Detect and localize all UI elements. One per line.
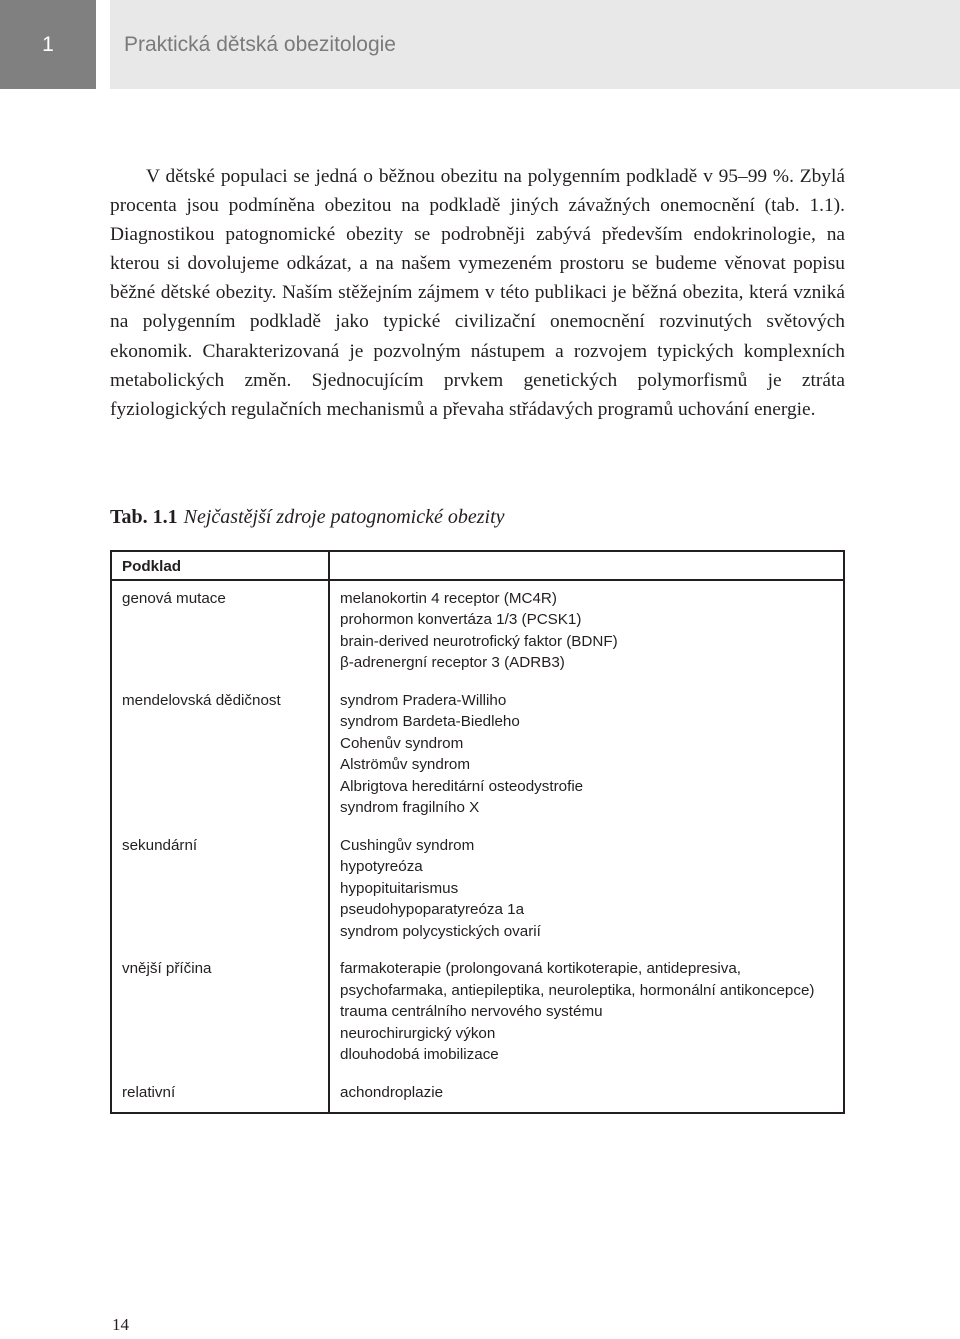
table-row [111,683,844,828]
cause-item: farmakoterapie (prolongovaná kortikoterapie, antidepresiva, psychofarmaka, antiepileptika, neuroleptika, hormonální antikoncepce) [340,960,815,999]
cause-item: brain-derived neurotrofický faktor (BDNF) [340,632,618,650]
causes-cell [329,1075,844,1114]
causes-cell [329,951,844,1075]
chapter-number: 1 [0,0,96,89]
basis-cell: relativní [111,1075,329,1114]
column-header-causes [329,551,844,580]
chapter-title: Praktická dětská obezitologie [110,0,960,89]
table-label: Tab. 1.1 [110,506,178,528]
cause-item: melanokortin 4 receptor (MC4R) [340,589,557,607]
cause-item: Cushingův syndrom [340,836,475,854]
causes-cell [329,580,844,683]
cause-item: syndrom Bardeta-Biedleho [340,713,520,730]
cause-item: β-adrenergní receptor 3 (ADRB3) [340,654,565,671]
cause-item: syndrom fragilního X [340,799,480,816]
obesity-sources-table [110,550,845,1114]
cause-item: prohormon konvertáza 1/3 (PCSK1) [340,611,582,628]
table-caption [110,506,505,529]
cause-item: syndrom polycystických ovarií [340,922,541,940]
cause-item: Albrigtova hereditární osteodystrofie [340,777,584,795]
cause-item: trauma centrálního nervového systému [340,1003,603,1020]
cause-item: syndrom Pradera-Williho [340,691,507,709]
table-title: Nejčastější zdroje patognomické obezity [183,506,505,528]
basis-cell: genová mutace [111,580,329,683]
table-header-row [111,551,844,580]
table-row [111,1075,844,1114]
running-header [0,0,960,89]
causes-cell [329,683,844,828]
table-row [111,580,844,683]
table-row [111,951,844,1075]
basis-cell: mendelovská dědičnost [111,683,329,828]
basis-cell: vnější příčina [111,951,329,1075]
cause-item: pseudohypoparatyreóza 1a [340,901,525,918]
body-paragraph-1: V dětské populaci se jedná o běžnou obezitu na polygenním podkladě v 95–99 %. Zbylá procenta jsou podmíněna obezitou na podkladě jiných závažných onemocnění (tab. 1.1). Diagnostikou patognomické obezity se podrobněji zabývá především endokrinologie, na kterou si dovolujeme odkázat, a na našem vymezeném prostoru se budeme věnovat popisu běžné dětské obezity. Naším stěžejním zájmem v této publikaci je běžná obezita, která vzniká na polygenním podkladě jako typické civilizační onemocnění rozvinutých světových ekonomik. Charakterizovaná je pozvolným nástupem a rozvojem typických komplexních metabolických změn. Sjednocujícím prvkem genetických polymorfismů je ztráta fyziologických regulačních mechanismů a převaha střádavých programů uchování energie. [110,166,845,420]
page-number: 14 [112,1315,129,1334]
table-body [111,580,844,1114]
cause-item: hypopituitarismus [340,879,459,897]
column-header-basis: Podklad [111,551,329,580]
cause-item: Alströmův syndrom [340,756,470,773]
basis-cell: sekundární [111,828,329,952]
cause-item: achondroplazie [340,1083,444,1101]
cause-item: Cohenův syndrom [340,734,464,752]
table-row [111,828,844,952]
causes-cell [329,828,844,952]
cause-item: hypotyreóza [340,858,423,875]
cause-item: neurochirurgický výkon [340,1024,496,1042]
cause-item: dlouhodobá imobilizace [340,1046,499,1063]
